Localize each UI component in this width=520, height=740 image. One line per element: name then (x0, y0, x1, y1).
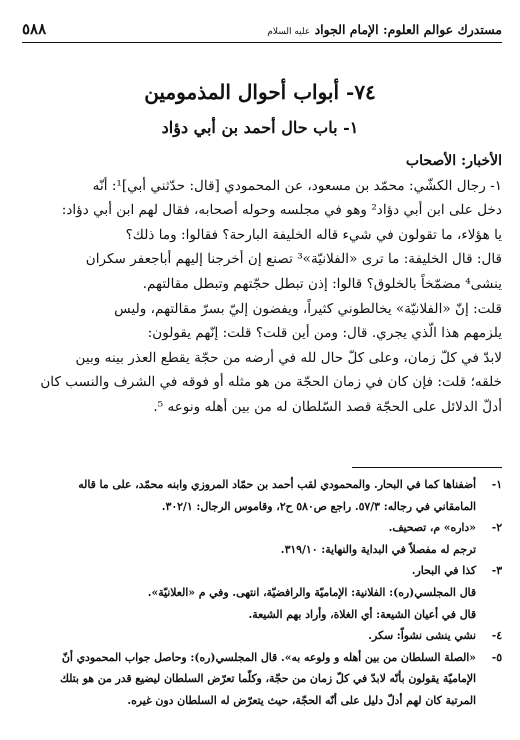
footnote-text: قال المجلسي(ره): الفلانية: الإماميّة والرافضيّة، انتهى. وفي م «العلانيّة». (147, 585, 476, 599)
footnote (22, 647, 502, 669)
body-line: خلقه؛ قلت: فإن كان في زمان الحجّة من هو مثله أو فوقه في الشرف والنسب كان (40, 374, 502, 391)
footnote-text: أضفناها كما في البحار. والمحمودي لقب أحمد بن حمّاد المروزي وابنه محمّد، على ما قاله (78, 478, 476, 491)
footnote-text: ترجم له مفصلاً في البداية والنهاية: ٣١٩/١٠. (280, 542, 476, 556)
footnote-number (476, 668, 502, 690)
body-line: ينشى⁴ مضمّخاً بالخلوق؟ قالوا: إذن تبطل حجّتهم وتبطل مقالتهم. (142, 275, 502, 292)
chapter-title: ٧٤- أبواب أحوال المذمومين (144, 80, 376, 104)
footnote-text: الإماميّة يقولون بأنّه لابدّ في كلّ زمان من حجّة، وكلّما تعرّض السلطان ليضيع قدر من هو بتلك (60, 672, 476, 686)
footnote-text: «داره» م، تصحيف. (388, 521, 476, 535)
running-header (22, 16, 502, 43)
footnote-number: ١- (491, 478, 502, 491)
footnote-number: ٢- (491, 521, 502, 535)
footnote-text: نشي ينشى نشواً: سكر. (368, 629, 476, 643)
honorific: عليه السلام (267, 26, 311, 37)
body-line: لابدّ في كلّ زمان، وعلى كلّ حال لله في أرضه من حجّة يقطع العذر بينه وبين (75, 349, 502, 366)
footnote-number: ٣- (491, 564, 502, 578)
footnote-text: كذا في البحار. (411, 564, 476, 578)
footnote (22, 690, 502, 712)
footnote (22, 474, 502, 496)
sources-heading: الأخبار: الأصحاب (405, 153, 502, 169)
running-title (267, 22, 502, 37)
footnote (22, 560, 502, 582)
footnote-text: «الصلة السلطان من بين أهله و ولوعه به». قال المجلسي(ره): وحاصل جواب المحمودي أنّ (61, 650, 476, 664)
footnote-number (476, 496, 502, 518)
footnote (22, 625, 502, 647)
body-line: قال: قال الخليفة: ما ترى «الفلانيّة»³ تصنع إن أخرجنا إليهم أباجعفر سكران (85, 251, 502, 268)
footnote (22, 604, 502, 626)
footnotes (22, 474, 502, 712)
body-line: أدلّ الدلائل على الحجّة قصد السّلطان له من بين أهله ونوعه ⁵. (153, 398, 502, 415)
footnote-number (476, 604, 502, 626)
footnote-text: المامقاني في رجاله: ٥٧/٣. راجع ص٥٨٠ ح٢، وقاموس الرجال: ٣٠٢/١. (161, 499, 476, 513)
body-text (22, 149, 502, 420)
body-line: قلت: إنّ «الفلانيّة» يخالطوني كثيراً، ويفضون إليّ بسرّ مقالتهم، وليس (114, 300, 502, 317)
footnote (22, 496, 502, 518)
running-title-text: مستدرك عوالم العلوم: الإمام الجواد (314, 21, 502, 37)
footnote-number (476, 690, 502, 712)
page-number: ٥٨٨ (22, 20, 47, 38)
footnote-number: ٥- (491, 650, 502, 664)
body-line: ١- رجال الكشّي: محمّد بن مسعود، عن المحمودي [قال: حدّثني أبي]¹: أنّه (92, 177, 502, 194)
footnote-text: قال في أعيان الشيعة: أي الغلاة، وأراد بهم الشيعة. (248, 607, 476, 621)
footnote (22, 582, 502, 604)
footnote (22, 539, 502, 561)
footnote-number (476, 539, 502, 561)
footnote-separator (352, 467, 502, 468)
section-title: ١- باب حال أحمد بن أبي دؤاد (161, 118, 359, 137)
footnote-number (476, 582, 502, 604)
footnote (22, 517, 502, 539)
footnote-text: المرتبة كان لهم أدلّ دليل على أنّه الحجّة، حيث يتعرّض له السلطان دون غيره. (127, 693, 476, 707)
body-line: يلزمهم هذا الّذي يجري. قال: ومن أين قلت؟ قلت: إنّهم يقولون: (147, 325, 502, 342)
body-line: يا هؤلاء، ما تقولون في شيء قاله الخليفة البارحة؟ فقالوا: وما ذلك؟ (125, 226, 502, 243)
body-line: دخل على ابن أبي دؤاد² وهو في مجلسه وحوله أصحابه، فقال لهم ابن أبي دؤاد: (61, 202, 502, 219)
footnote (22, 668, 502, 690)
footnote-number: ٤- (491, 629, 502, 643)
